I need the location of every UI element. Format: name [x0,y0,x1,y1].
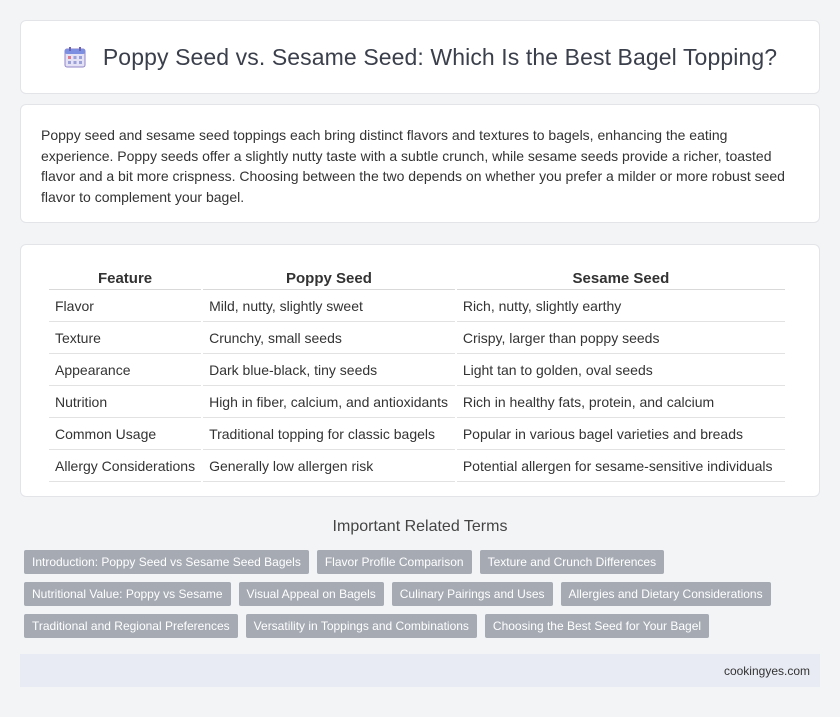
related-term-tag[interactable]: Introduction: Poppy Seed vs Sesame Seed Bagels [24,550,309,574]
footer [20,654,820,687]
table-row [49,292,785,322]
table-cell: Texture [49,324,201,354]
table-cell: High in fiber, calcium, and antioxidants [203,388,455,418]
table-row [49,420,785,450]
related-term-tag[interactable]: Traditional and Regional Preferences [24,614,238,638]
table-cell: Crunchy, small seeds [203,324,455,354]
related-term-tag[interactable]: Flavor Profile Comparison [317,550,472,574]
table-cell: Common Usage [49,420,201,450]
table-cell: Appearance [49,356,201,386]
related-term-tag[interactable]: Versatility in Toppings and Combinations [246,614,477,638]
related-terms-heading: Important Related Terms [332,518,508,535]
related-term-tag[interactable]: Visual Appeal on Bagels [239,582,384,606]
table-cell: Traditional topping for classic bagels [203,420,455,450]
related-term-tag[interactable]: Choosing the Best Seed for Your Bagel [485,614,709,638]
table-cell: Light tan to golden, oval seeds [457,356,785,386]
related-term-tag[interactable]: Nutritional Value: Poppy vs Sesame [24,582,231,606]
table-cell: Crispy, larger than poppy seeds [457,324,785,354]
title-card [20,20,820,94]
related-terms-list [24,550,816,638]
related-term-tag[interactable]: Texture and Crunch Differences [480,550,665,574]
title-wrap [63,44,777,71]
table-cell: Rich, nutty, slightly earthy [457,292,785,322]
table-cell: Nutrition [49,388,201,418]
table-header-row [49,267,785,290]
table-cell: Potential allergen for sesame-sensitive individuals [457,452,785,482]
table-cell: Rich in healthy fats, protein, and calcium [457,388,785,418]
comparison-table [47,265,787,484]
page-title: Poppy Seed vs. Sesame Seed: Which Is the Best Bagel Topping? [102,43,778,70]
table-row [49,324,785,354]
table-row [49,452,785,482]
intro-card [20,104,820,223]
table-row [49,388,785,418]
comparison-table-card [20,244,820,497]
table-cell: Generally low allergen risk [203,452,455,482]
footer-site-name[interactable]: cookingyes.com [723,663,810,678]
intro-paragraph: Poppy seed and sesame seed toppings each bring distinct flavors and textures to bagels, enhancing the eating experience. Poppy seeds offer a slightly nutty taste with a subtle crunch, while sesame seeds provide a richer, toasted flavor and a bit more crispness. Choosing between the two depends on whether you prefer a milder or more robust seed flavor to complement your bagel. [41,127,785,205]
related-term-tag[interactable]: Culinary Pairings and Uses [392,582,553,606]
table-cell: Dark blue-black, tiny seeds [203,356,455,386]
table-cell: Popular in various bagel varieties and breads [457,420,785,450]
table-row [49,356,785,386]
column-header-feature: Feature [49,267,201,290]
table-cell: Mild, nutty, slightly sweet [203,292,455,322]
table-cell: Allergy Considerations [49,452,201,482]
column-header-poppy: Poppy Seed [203,267,455,290]
related-term-tag[interactable]: Allergies and Dietary Considerations [561,582,771,606]
column-header-sesame: Sesame Seed [457,267,785,290]
table-cell: Flavor [49,292,201,322]
calendar-icon [63,45,87,69]
